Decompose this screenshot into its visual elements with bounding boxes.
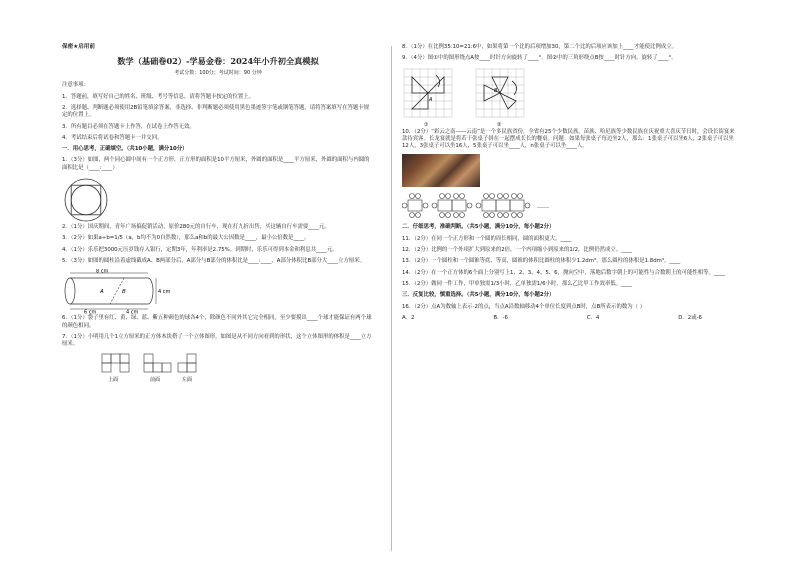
question-9: 9．（4分）图①中的图形绕点A按____时针方向旋转了____°。图②中的三角形绕点B按____时针方向，旋转了____°。 [402, 55, 677, 62]
circles-square-figure [62, 176, 110, 224]
point-b-label: B [494, 87, 498, 94]
right-column [402, 44, 737, 322]
cylinder-part-a-label: A [100, 289, 104, 296]
question-5: 5．（3分）如图的圆柱沿着虚线截成A、B两部分后，A部分与B部分的体积比是____:____，A部分体积比B部分大____立方厘米。 [62, 257, 366, 264]
note-item: 1．答题前，填写好自己的姓名、班级、考号等信息，请将答题卡按定的位置上。 [62, 93, 255, 100]
section-title: 三．反复比较，慎重选择。（共5小题，满分10分，每小题2分） [402, 292, 555, 299]
question-7: 7．（1分）小明用几个1立方厘米的正方体木块搭了一个立体图形，如图是从不同方向看到的形状，这个立体图形的体积是____立方厘米。 [62, 333, 372, 348]
section-title: 二．仔细思考，准确判断。（共5小题，满分10分，每小题2分） [402, 224, 555, 231]
section-title: 一．用心思考，正确填空。（共10小题，满分10分） [62, 146, 188, 153]
question-14: 14．（2分）在一个正方体的6个面上分别写上1、2、3、4、5、6，抛向空中，落地后数字朝上的可能性与合数朝上的可能性相等。____ [402, 269, 725, 276]
option-b[interactable]: B．-6 [493, 314, 508, 321]
point-a-label: A [429, 96, 433, 103]
cylinder-part-b-label: B [122, 289, 126, 296]
option-d[interactable]: D．2或-6 [678, 314, 702, 321]
cylinder-height-label: 4 cm [158, 289, 171, 296]
question-11: 11．（2分）在同一个正方形和一个圆的周长相同，圆的面积更大。____ [402, 235, 572, 242]
question-3: 3．（2分）如果a÷b=1/5（a，b均不为0自然数），那么a和b的最大公因数是____，最小公倍数是____。 [62, 235, 310, 242]
question-13: 13．（2分）一个圆柱和一个圆锥等底、等高，圆锥的体积比圆柱的体积少1.2dm³，那么圆柱的体积是1.8dm³。____ [402, 258, 681, 265]
cylinder-bottom-right-label: 4 cm [126, 309, 139, 316]
question-10: 10．（2分）“彩云之南——云南”是一个多民族省份，全省有25个少数民族。苗族、哈尼族等少数民族在庆祝重大喜庆节日时，会设长街宴来款待宾客。长龙宴就是将若干张桌子拼在一起摆成长长的餐桌。问题：如果每张桌子每边坐2人，那么：1张桌子可以坐6人，2张桌子可以坐12人，3张桌子可以坐16人，5张桌子可以坐____人，n张桌子可以坐____人。 [402, 128, 735, 150]
view-left-label: 左面 [182, 377, 193, 384]
view-top-label: 上面 [108, 377, 119, 384]
note-item: 3．所有题目必须在答题卡上作答，在试卷上作答无效。 [62, 123, 195, 130]
question-16: 16．（2分）点A为数轴上表示-2的点，当点A沿数轴移动4个单位长度到点B时，点B所表示的数为（ ） [402, 303, 646, 310]
question-2: 2．（1分）国庆期间，青年广场搞促销活动，原价280元的自行车，现在打九折出售，买这辆自行车需要____元。 [62, 224, 330, 231]
question-1: 1．（3分）如图，两个同心圆中间有一个正方形，正方形的面积是10平方厘米，外圆的面积是____平方厘米，外圆的面积与内圆的面积比是（____:____） [62, 157, 370, 171]
figure-2-label: ② [497, 121, 502, 128]
figure-1-label: ① [424, 121, 429, 128]
note-item: 4．考试结束后将试卷和答题卡一并交回。 [62, 134, 163, 141]
cylinder-bottom-left-label: 6 cm [84, 309, 97, 316]
three-views-figure [62, 352, 212, 386]
secret-mark: 保密★启用前 [62, 44, 95, 50]
question-6: 6．（1分）袋子里有红、黄、绿、蓝、紫五种颜色的球各4个，除颜色不同外其它完全相同，至少要摸出____个球才能保证有两个球的颜色相同。 [62, 315, 372, 329]
left-column [62, 44, 374, 386]
question-4: 4．（1分）乐乐把3000元压岁钱存入银行，定期3年，年利率是2.75%。到期时，乐乐可得到本金和利息共____元。 [62, 246, 338, 253]
cylinder-figure [62, 269, 172, 315]
long-street-banquet-photo [402, 154, 480, 187]
exam-subtitle: 考试分数：100分；考试时间：90 分钟 [174, 69, 262, 76]
option-c[interactable]: C．4 [586, 314, 600, 321]
option-a[interactable]: A．2 [402, 314, 415, 321]
column-divider [391, 46, 392, 551]
question-12: 12．（2分）比例的一个外项扩大到原来的2倍，一个内项缩小到原来的1/2，比例仍然成立。____ [402, 247, 632, 254]
choice-options [402, 315, 702, 322]
note-item: 2．选择题、判断题必须使用2B铅笔填涂答案，非选择、非判断题必须使用黑色墨迹签字笔或钢笔答题，请将答案填写在答题卡规定的位置上。 [62, 104, 370, 119]
notes-label: 注意事项： [62, 82, 89, 89]
cylinder-length-label: 8 cm [96, 269, 109, 275]
tables-diagram [402, 191, 602, 221]
question-15: 15．（2分）做同一件工作，甲单独需1/3小时，乙单独需1/6小时，那么乙比甲工作效率低。____ [402, 280, 632, 287]
tables-ellipsis: …… [537, 203, 549, 211]
rotation-grid-figure [402, 67, 552, 129]
exam-title: 数学（基础卷02）-学易金卷：2024年小升初全真模拟 [117, 55, 319, 66]
view-front-label: 前面 [150, 377, 161, 384]
question-8: 8．（1分）在比例35:10=21:6中，如果将第一个比的后项增加30，第二个比的后项应该加上____才能使比例成立。 [402, 44, 677, 50]
